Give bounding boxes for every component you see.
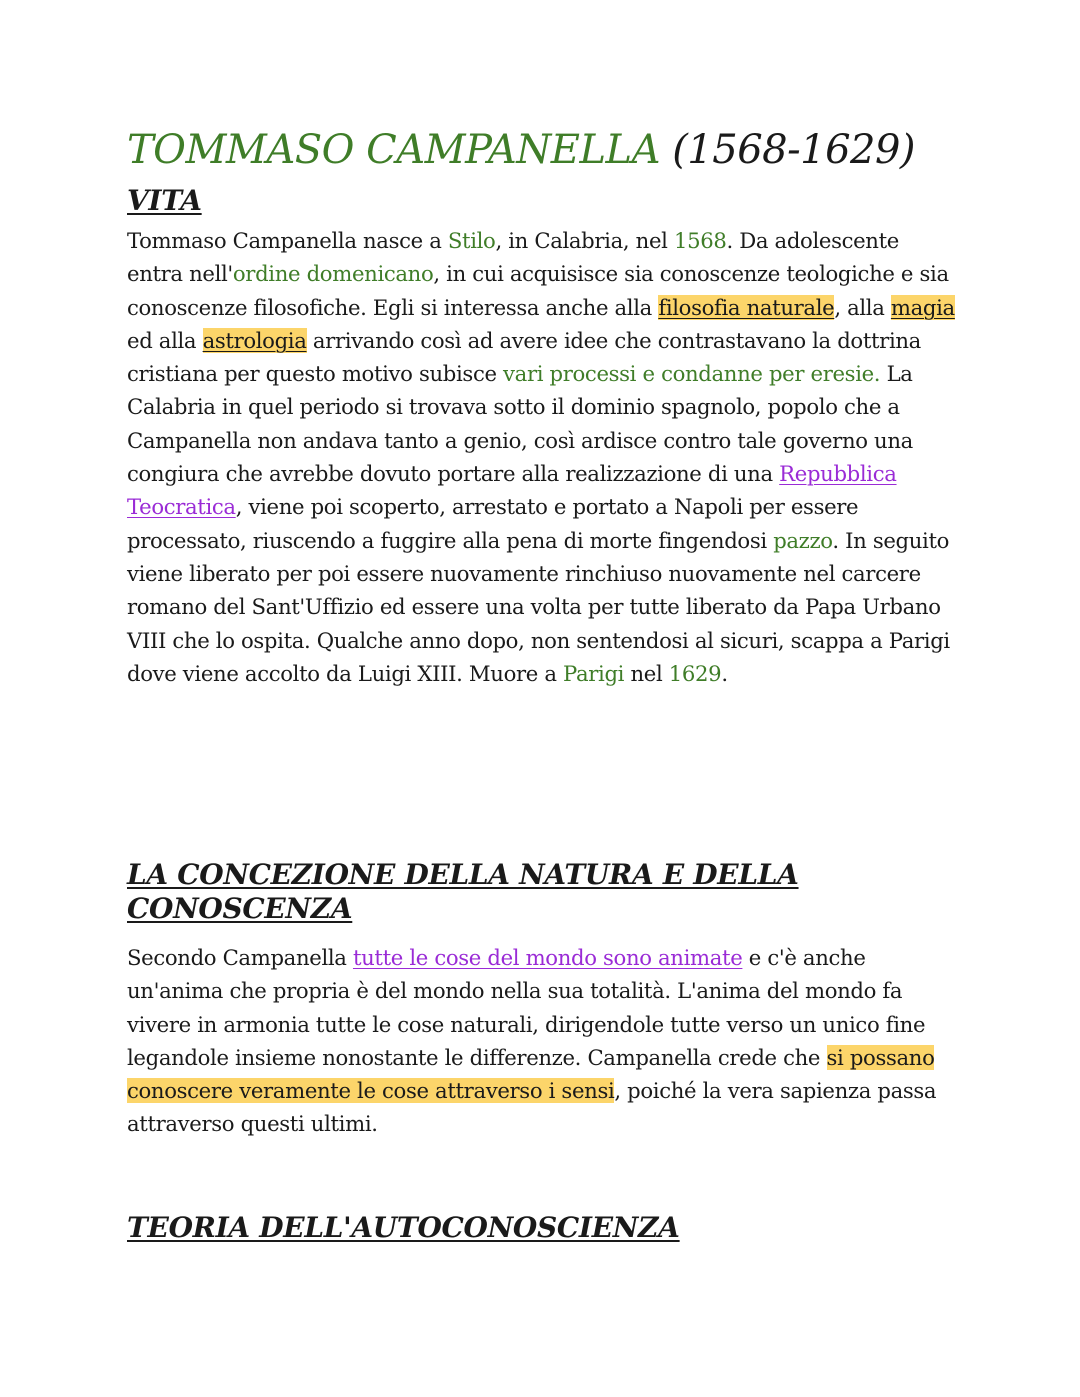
section-heading-natura: LA CONCEZIONE DELLA NATURA E DELLA CONOSCENZA xyxy=(127,858,799,925)
link-cose-animate[interactable]: tutte le cose del mondo sono animate xyxy=(352,945,743,970)
text-segment: ed alla xyxy=(127,327,203,353)
text-segment: nel xyxy=(624,660,669,686)
highlight-astrologia: astrologia xyxy=(202,327,307,353)
highlight-conoscere-sensi: si possano conoscere veramente le cose attraverso i sensi xyxy=(127,1044,935,1104)
text-segment: . In seguito viene liberato per poi essere nuovamente rinchiuso nuovamente nel carcere romano del Sant'Uffizio ed essere una volta per tutte liberato da Papa Urbano VIII che lo ospita. Qualche anno dopo, non sentendosi al sicuri, scappa a Parigi dove viene accolto da Luigi XIII. Muore a xyxy=(127,527,950,686)
text-segment: arrivando così ad avere idee che contrastavano la dottrina cristiana per questo motivo subisce xyxy=(127,327,921,387)
text-segment: , in Calabria, nel xyxy=(495,228,674,253)
text-segment: e c'è anche un'anima che propria è del mondo nella sua totalità. L'anima del mondo fa vivere in armonia tutte le cose naturali, dirigendole tutte verso un unico fine legandole insieme nonostante le differenze. Campanella crede che xyxy=(127,945,926,1070)
text-segment: , poiché la vera sapienza passa attraverso questi ultimi. xyxy=(127,1078,937,1137)
text-segment: . Da adolescente entra nell' xyxy=(127,228,899,287)
text-segment: Secondo Campanella xyxy=(127,945,353,970)
term-stilo: Stilo xyxy=(447,228,496,253)
term-parigi: Parigi xyxy=(563,660,625,686)
highlight-filosofia-naturale: filosofia naturale xyxy=(658,294,835,320)
link-repubblica-teocratica[interactable]: Repubblica Teocratica xyxy=(127,461,897,520)
text-segment: , viene poi scoperto, arrestato e portato a Napoli per essere processato, riuscendo a fuggire alla pena di morte fingendosi xyxy=(127,494,859,553)
section-heading-autoconoscienza: TEORIA DELL'AUTOCONOSCIENZA xyxy=(127,1211,680,1244)
text-segment: Tommaso Campanella nasce a xyxy=(127,228,448,253)
text-segment: , in cui acquisisce sia conoscenze teologiche e sia conoscenze filosofiche. Egli si interessa anche alla xyxy=(127,261,949,320)
term-ordine-domenicano: ordine domenicano xyxy=(232,261,434,287)
page-title xyxy=(127,124,915,176)
year-birth: 1568 xyxy=(673,228,727,253)
term-pazzo: pazzo xyxy=(773,527,833,553)
text-segment: , alla xyxy=(834,294,891,320)
paragraph-natura xyxy=(127,941,957,1141)
year-death: 1629 xyxy=(668,660,722,686)
text-segment: La Calabria in quel periodo si trovava sotto il dominio spagnolo, popolo che a Campanella non andava tanto a genio, così ardisce contro tale governo una congiura che avrebbe dovuto portare alla realizzazione di una xyxy=(127,361,913,487)
term-processi-eresie: vari processi e condanne per eresie. xyxy=(503,361,881,387)
text-segment: . xyxy=(721,660,728,686)
highlight-magia: magia xyxy=(890,294,955,320)
section-heading-vita: VITA xyxy=(127,184,202,217)
title-name: TOMMASO CAMPANELLA xyxy=(127,127,660,173)
paragraph-vita xyxy=(127,224,957,690)
title-years: (1568-1629) xyxy=(672,127,916,173)
